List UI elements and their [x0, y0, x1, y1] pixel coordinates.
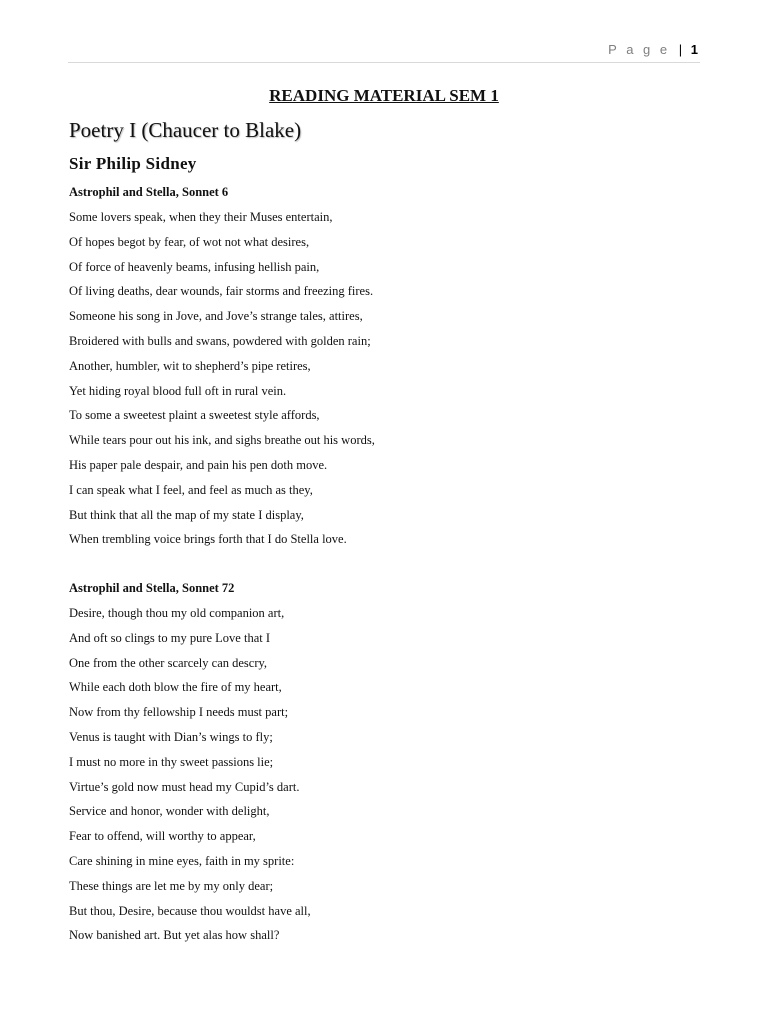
- poem-line: While each doth blow the fire of my heart,: [69, 680, 282, 695]
- poem-line: Now banished art. But yet alas how shall?: [69, 928, 280, 943]
- poem-line: Of hopes begot by fear, of wot not what desires,: [69, 234, 310, 249]
- poem-line: Fear to offend, will worthy to appear,: [69, 829, 256, 844]
- page-number: 1: [690, 42, 698, 57]
- poem-title-sonnet-6: Astrophil and Stella, Sonnet 6: [69, 185, 229, 199]
- document-title: READING MATERIAL SEM 1: [269, 86, 499, 105]
- poem-line: Venus is taught with Dian’s wings to fly;: [69, 729, 273, 744]
- poem-line: These things are let me by my only dear;: [69, 878, 274, 893]
- section-title: Poetry I (Chaucer to Blake): [69, 118, 302, 142]
- poem-sonnet-72: [69, 603, 311, 950]
- poem-line: And oft so clings to my pure Love that I: [69, 630, 271, 645]
- poem-line: Some lovers speak, when they their Muses entertain,: [69, 210, 333, 224]
- poem-line: One from the other scarcely can descry,: [69, 655, 268, 670]
- poem-line: Of force of heavenly beams, infusing hellish pain,: [69, 259, 320, 274]
- author-name: Sir Philip Sidney: [69, 154, 197, 173]
- poem-line: Of living deaths, dear wounds, fair storms and freezing fires.: [69, 284, 374, 299]
- poem-line: But think that all the map of my state I display,: [69, 507, 304, 522]
- poem-line: While tears pour out his ink, and sighs breathe out his words,: [69, 433, 375, 448]
- poem-sonnet-6: [69, 207, 375, 554]
- poem-title-sonnet-72: Astrophil and Stella, Sonnet 72: [69, 581, 235, 595]
- poem-line: But thou, Desire, because thou wouldst have all,: [69, 903, 311, 918]
- poem-line: Desire, though thou my old companion art,: [69, 606, 285, 620]
- poem-line: Care shining in mine eyes, faith in my sprite:: [69, 853, 295, 868]
- poem-line: Service and honor, wonder with delight,: [69, 804, 270, 819]
- poem-line: Another, humbler, wit to shepherd’s pipe retires,: [69, 358, 311, 373]
- poem-line: Someone his song in Jove, and Jove’s strange tales, attires,: [69, 309, 363, 324]
- page-header: [608, 42, 698, 57]
- poem-line: Broidered with bulls and swans, powdered with golden rain;: [69, 333, 371, 348]
- poem-line: His paper pale despair, and pain his pen doth move.: [69, 457, 328, 472]
- poem-line: Yet hiding royal blood full oft in rural vein.: [69, 383, 287, 398]
- poem-line: I must no more in thy sweet passions lie;: [69, 754, 274, 769]
- poem-line: Now from thy fellowship I needs must part;: [69, 705, 289, 720]
- page-label: P a g e: [608, 42, 671, 57]
- page-separator: |: [678, 42, 683, 57]
- poem-line: Virtue’s gold now must head my Cupid’s dart.: [69, 779, 300, 794]
- header-divider: [68, 62, 700, 63]
- poem-line: I can speak what I feel, and feel as much as they,: [69, 482, 313, 497]
- poem-line: To some a sweetest plaint a sweetest style affords,: [69, 408, 320, 423]
- poem-line: When trembling voice brings forth that I do Stella love.: [69, 532, 347, 547]
